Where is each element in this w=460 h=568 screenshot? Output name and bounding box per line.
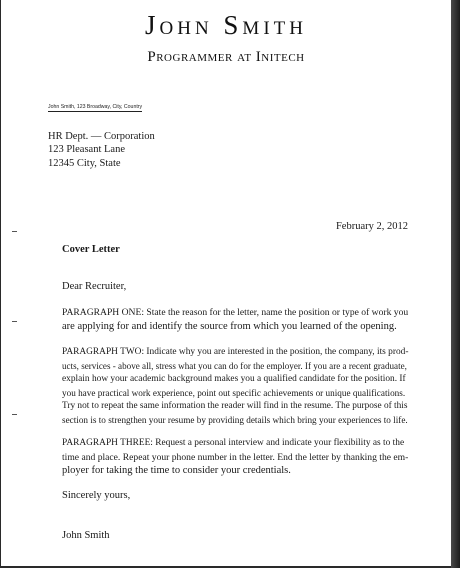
signature-name: John Smith (62, 530, 110, 541)
salutation: Dear Recruiter, (62, 281, 127, 292)
paragraph-one (62, 306, 408, 333)
sender-name: John Smith (145, 10, 307, 40)
viewer-edge (451, 0, 460, 568)
fold-mark (12, 414, 17, 415)
paragraph-three (62, 437, 408, 478)
fold-mark (12, 231, 17, 232)
closing: Sincerely yours, (62, 490, 131, 501)
recipient-line: 123 Pleasant Lane (48, 144, 125, 156)
paragraph-line: explain how your academic background makes you a qualified candidate for the position. If (62, 374, 406, 385)
paragraph-two (62, 346, 408, 428)
letter-date: February 2, 2012 (335, 221, 408, 232)
punch-mark (12, 321, 17, 322)
paragraph-line: time and place. Repeat your phone number in the letter. End the letter by thanking the em- (62, 451, 409, 463)
recipient-line: HR Dept. — Corporation (48, 131, 155, 142)
paragraph-line: Try not to repeat the same information the reader will find in the resume. The purpose of this (62, 401, 408, 412)
paragraph-line: section is to strengthen your resume by providing details which bring your experiences to life. (62, 414, 408, 425)
letter-subject: Cover Letter (62, 244, 120, 255)
paragraph-line: ucts, services - above all, stress what you can do for the employer. If you are a recent graduate, (62, 360, 407, 371)
letter-page (1, 0, 451, 566)
paragraph-line: you have practical work experience, point out specific achievements or unique qualifications. (62, 387, 406, 398)
paragraph-line: ployer for taking the time to consider your credentials. (62, 465, 291, 477)
recipient-line: 12345 City, State (48, 157, 121, 169)
paragraph-line: PARAGRAPH THREE: Request a personal interview and indicate your flexibility as to the (62, 438, 405, 448)
sender-role: Programmer at Initech (147, 49, 305, 65)
return-address: John Smith, 123 Broadway, City, Country (48, 104, 143, 110)
paragraph-line: PARAGRAPH ONE: State the reason for the letter, name the position or type of work you (62, 307, 409, 318)
paragraph-line: are applying for and identify the source from which you learned of the opening. (62, 320, 397, 332)
paragraph-line: PARAGRAPH TWO: Indicate why you are interested in the position, the company, its prod- (62, 347, 409, 357)
recipient-address (48, 130, 155, 170)
